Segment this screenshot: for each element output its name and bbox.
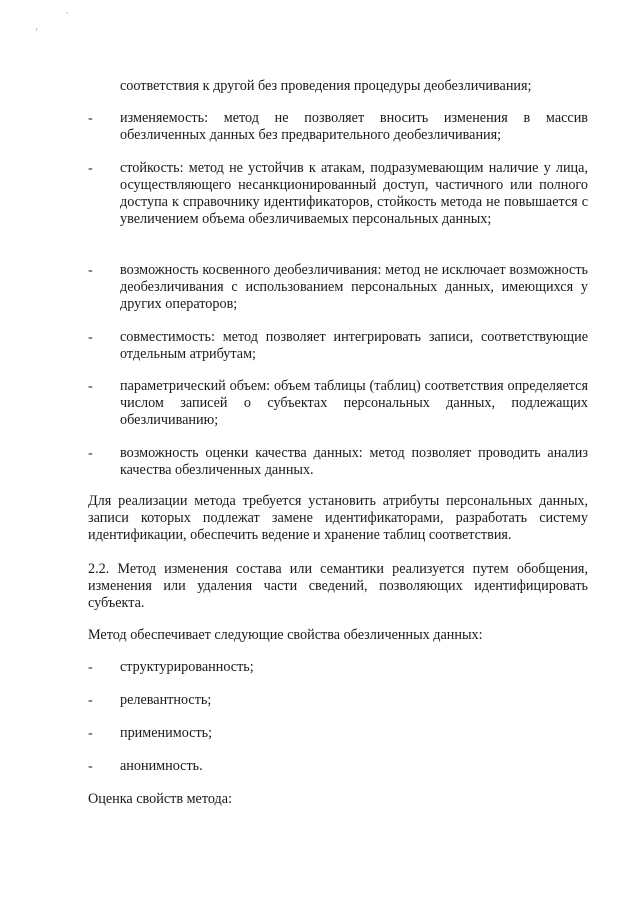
list-item-text: совместимость: метод позволяет интегрировать записи, соответствующие отдельным атрибутам; [120, 329, 588, 362]
paragraph-provides: Метод обеспечивает следующие свойства обезличенных данных: [88, 627, 483, 643]
list-item-text: параметрический объем: объем таблицы (таблиц) соответствия определяется числом записей о субъектах персональных данных, подлежащих обезличиванию; [120, 378, 588, 428]
list-marker: - [88, 693, 93, 708]
list-marker: - [88, 111, 93, 126]
list-marker: - [88, 446, 93, 461]
scan-speck: ` [66, 11, 69, 20]
list-item-text: возможность косвенного деобезличивания: метод не исключает возможность деобезличивания с использованием персональных данных, имеющихся у других операторов; [120, 262, 588, 312]
list-marker: - [88, 330, 93, 345]
list-item-text: анонимность. [120, 758, 203, 774]
list-marker: - [88, 161, 93, 176]
list-item-text: структурированность; [120, 659, 254, 675]
list-item-text: релевантность; [120, 692, 212, 708]
paragraph-method-2-2 [88, 561, 588, 612]
list-item-text: возможность оценки качества данных: метод позволяет проводить анализ качества обезличенных данных. [120, 445, 588, 478]
list-marker: - [88, 726, 93, 741]
list-marker: - [88, 660, 93, 675]
paragraph-text: Для реализации метода требуется установить атрибуты персональных данных, записи которых подлежат замене идентификаторами, разработать систему идентификации, обеспечить ведение и хранение таблиц соответствия. [88, 493, 588, 543]
list-marker: - [88, 379, 93, 394]
list-marker: - [88, 759, 93, 774]
paragraph-implementation [88, 493, 588, 544]
list-marker: - [88, 263, 93, 278]
scan-speck: ' [36, 27, 38, 36]
list-item-text: применимость; [120, 725, 213, 741]
list-item-text: изменяемость: метод не позволяет вносить изменения в массив обезличенных данных без предварительного деобезличивания; [120, 110, 588, 143]
list-item-text: стойкость: метод не устойчив к атакам, подразумевающим наличие у лица, осуществляющего несанкционированный доступ, частичного или полного доступа к справочнику идентификаторов, стойкость метода не повышается с увеличением объема обезличиваемых персональных данных; [120, 160, 588, 227]
paragraph-text: 2.2. Метод изменения состава или семантики реализуется путем обобщения, изменения или удаления части сведений, позволяющих идентифицировать субъекта. [88, 561, 588, 611]
paragraph-assessment: Оценка свойств метода: [88, 791, 233, 807]
continuation-text: соответствия к другой без проведения процедуры деобезличивания; [120, 78, 532, 94]
